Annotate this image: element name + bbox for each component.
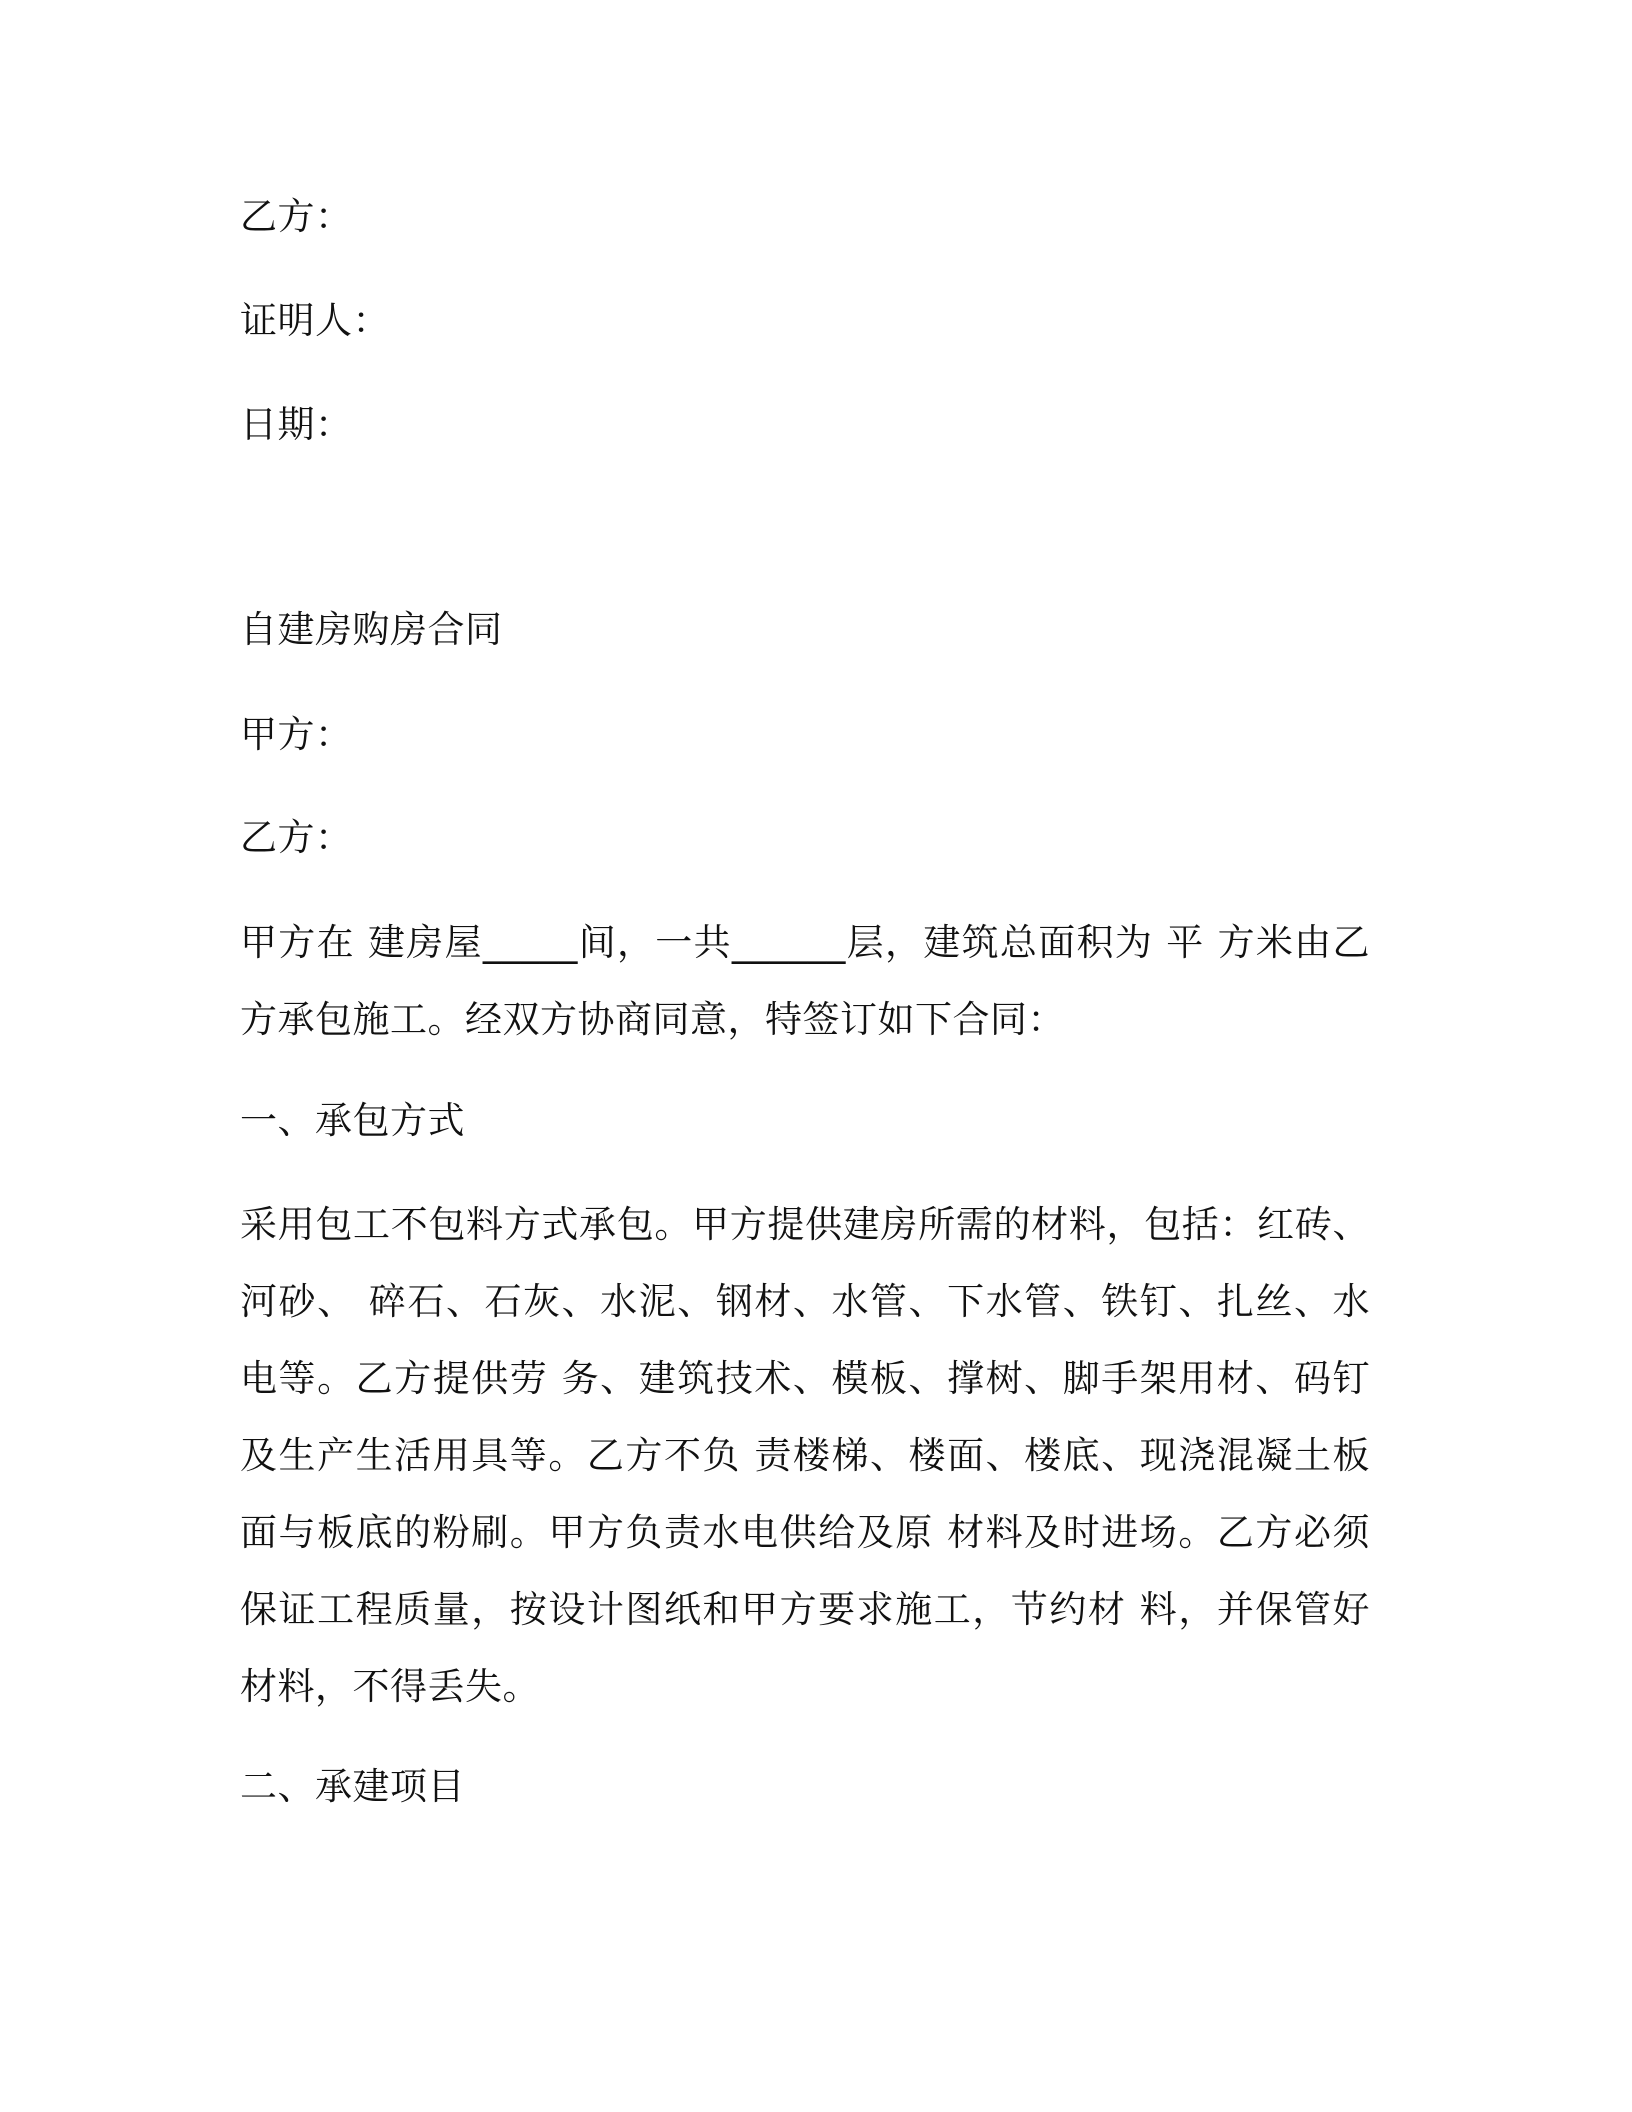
section-1-body: 采用包工不包料方式承包。甲方提供建房所需的材料，包括：红砖、河砂、 碎石、石灰、水泥、钢材、水管、下水管、铁钉、扎丝、水电等。乙方提供劳 务、建筑技术、模板、撑树、脚手架用材、码钉及生产生活用具等。乙方不负 责楼梯、楼面、楼底、现浇混凝土板面与板底的粉刷。甲方负责水电供给及原 材料及时进场。乙方必须保证工程质量，按设计图纸和甲方要求施工，节约材 料，并保管好材料，不得丢失。 — [240, 1203, 1370, 1708]
contract-title: 自建房购房合同 — [240, 608, 503, 651]
contract-party-a-label: 甲方： — [240, 713, 353, 756]
signature-witness-label: 证明人： — [240, 299, 390, 342]
section-2-heading: 二、承建项目 — [240, 1765, 465, 1808]
section-1-heading: 一、承包方式 — [240, 1099, 465, 1142]
signature-date-label: 日期： — [240, 403, 353, 446]
signature-party-b-label: 乙方： — [240, 195, 353, 238]
contract-intro-paragraph: 甲方在 建房屋_____间，一共______层，建筑总面积为 平 方米由乙方承包施工。经双方协商同意，特签订如下合同： — [240, 921, 1370, 1041]
contract-party-b-label: 乙方： — [240, 816, 353, 859]
